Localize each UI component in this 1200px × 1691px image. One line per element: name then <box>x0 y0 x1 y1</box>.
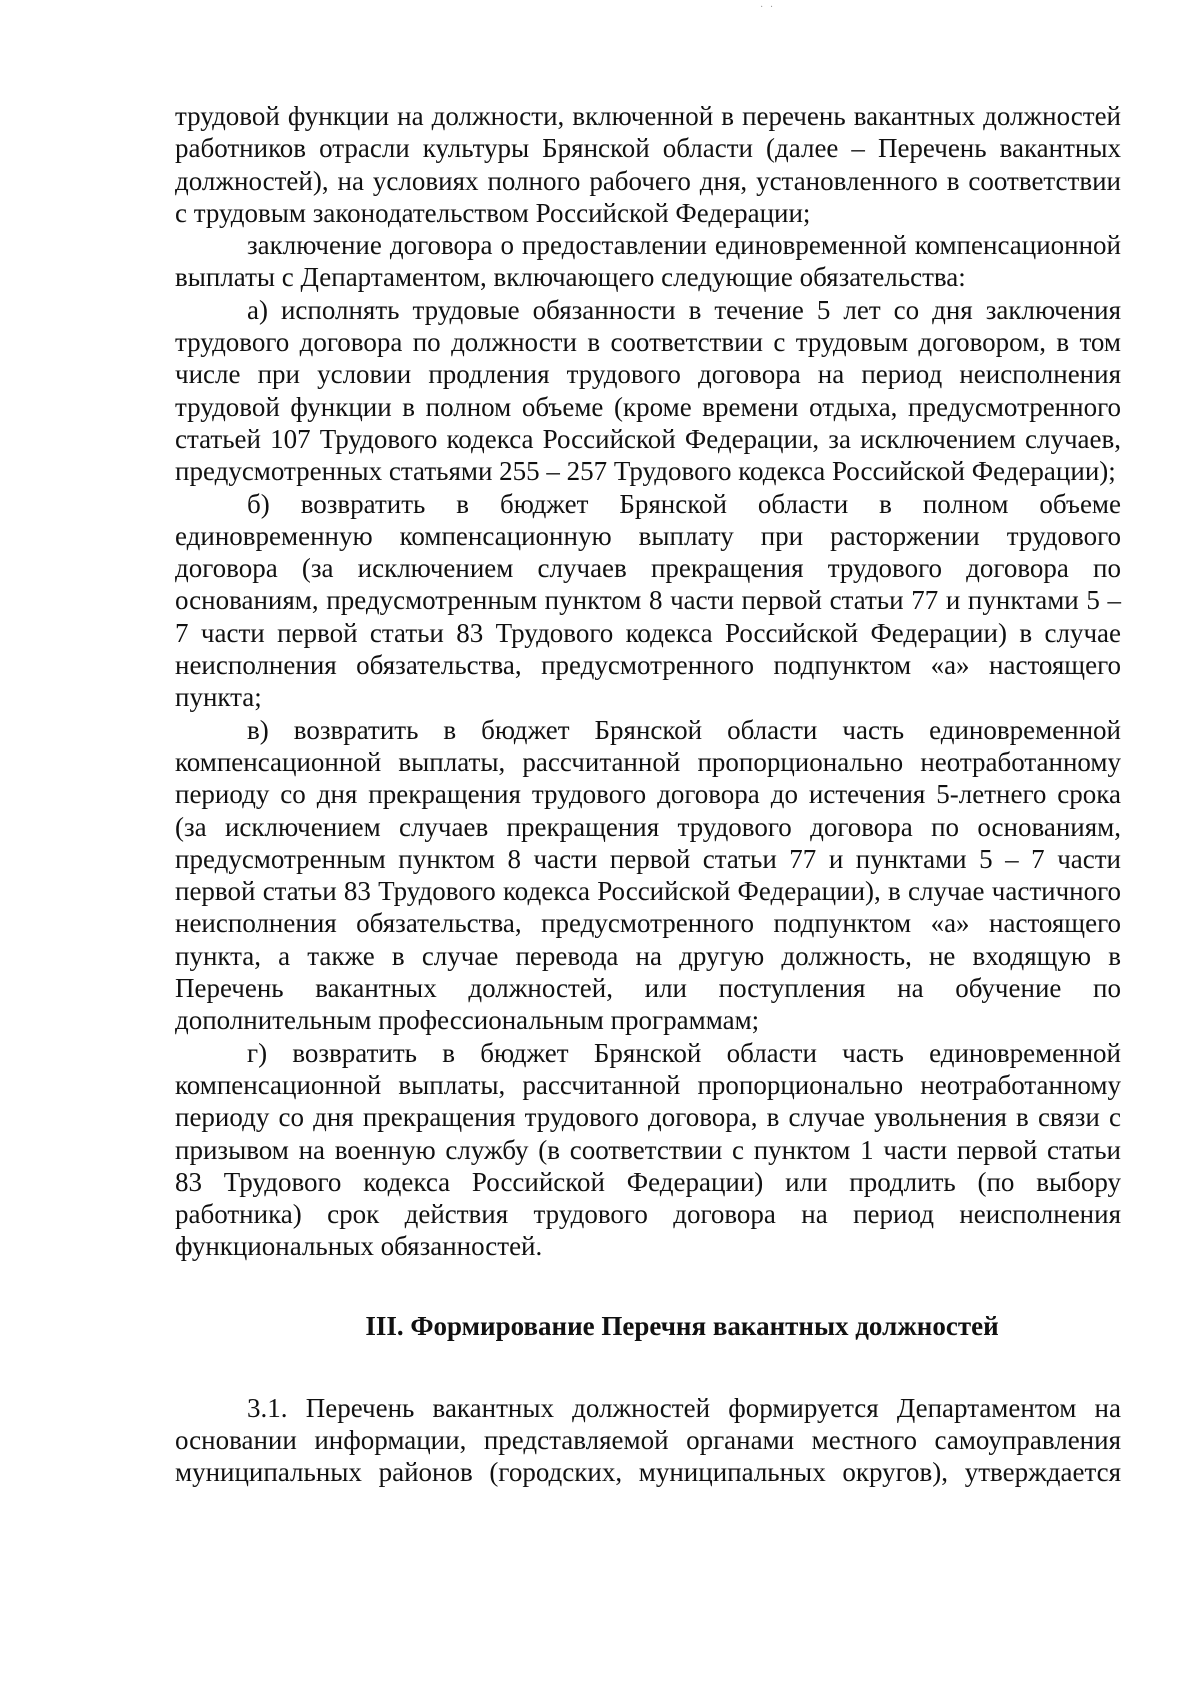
paragraph-continuation: трудовой функции на должности, включенной в перечень вакантных должностей работников отрасли культуры Брянской области (далее – Перечень вакантных должностей), на условиях полного рабочего дня, установленного в соответствии с трудовым законодательством Российской Федерации; <box>175 101 1121 228</box>
paragraph-obligation-v: в) возвратить в бюджет Брянской области часть единовременной компенсационной выплаты, рассчитанной пропорционально неотработанному периоду со дня прекращения трудового договора до истечения 5-летнего срока (за исключением случаев прекращения трудового договора по основаниям, предусмотренным пунктом 8 части первой статьи 77 и пунктами 5 – 7 части первой статьи 83 Трудового кодекса Российской Федерации), в случае частичного неисполнения обязательства, предусмотренного подпунктом «а» настоящего пункта, а также в случае перевода на другую должность, не входящую в Перечень вакантных должностей, или поступления на обучение по дополнительным профессиональным программам; <box>175 714 1121 1036</box>
document-body <box>175 100 1121 1489</box>
paragraph-obligation-a: а) исполнять трудовые обязанности в течение 5 лет со дня заключения трудового договора по должности в соответствии с трудовым договором, в том числе при условии продления трудового договора на период неисполнения трудовой функции в полном объеме (кроме времени отдыха, предусмотренного статьей 107 Трудового кодекса Российской Федерации, за исключением случаев, предусмотренных статьями 255 – 257 Трудового кодекса Российской Федерации); <box>175 294 1121 487</box>
paragraph-agreement: заключение договора о предоставлении единовременной компенсационной выплаты с Департаментом, включающего следующие обязательства: <box>175 230 1121 293</box>
paragraph-obligation-b: б) возвратить в бюджет Брянской области в полном объеме единовременную компенсационную выплату при расторжении трудового договора (за исключением случаев прекращения трудового договора по основаниям, предусмотренным пунктом 8 части первой статьи 77 и пунктами 5 – 7 части первой статьи 83 Трудового кодекса Российской Федерации) в случае неисполнения обязательства, предусмотренного подпунктом «а» настоящего пункта; <box>175 488 1121 713</box>
paragraph-3-1: 3.1. Перечень вакантных должностей формируется Департаментом на основании информации, представляемой органами местного самоуправления муниципальных районов (городских, муниципальных округов), утверждается <box>175 1392 1121 1488</box>
section-heading: III. Формирование Перечня вакантных должностей <box>365 1310 999 1341</box>
scan-artifact-mark: · · <box>760 2 776 13</box>
paragraph-obligation-g: г) возвратить в бюджет Брянской области часть единовременной компенсационной выплаты, рассчитанной пропорционально неотработанному периоду со дня прекращения трудового договора, в случае увольнения в связи с призывом на военную службу (в соответствии с пунктом 1 части первой статьи 83 Трудового кодекса Российской Федерации) или продлить (по выбору работника) срок действия трудового договора на период неисполнения функциональных обязанностей. <box>175 1037 1121 1262</box>
